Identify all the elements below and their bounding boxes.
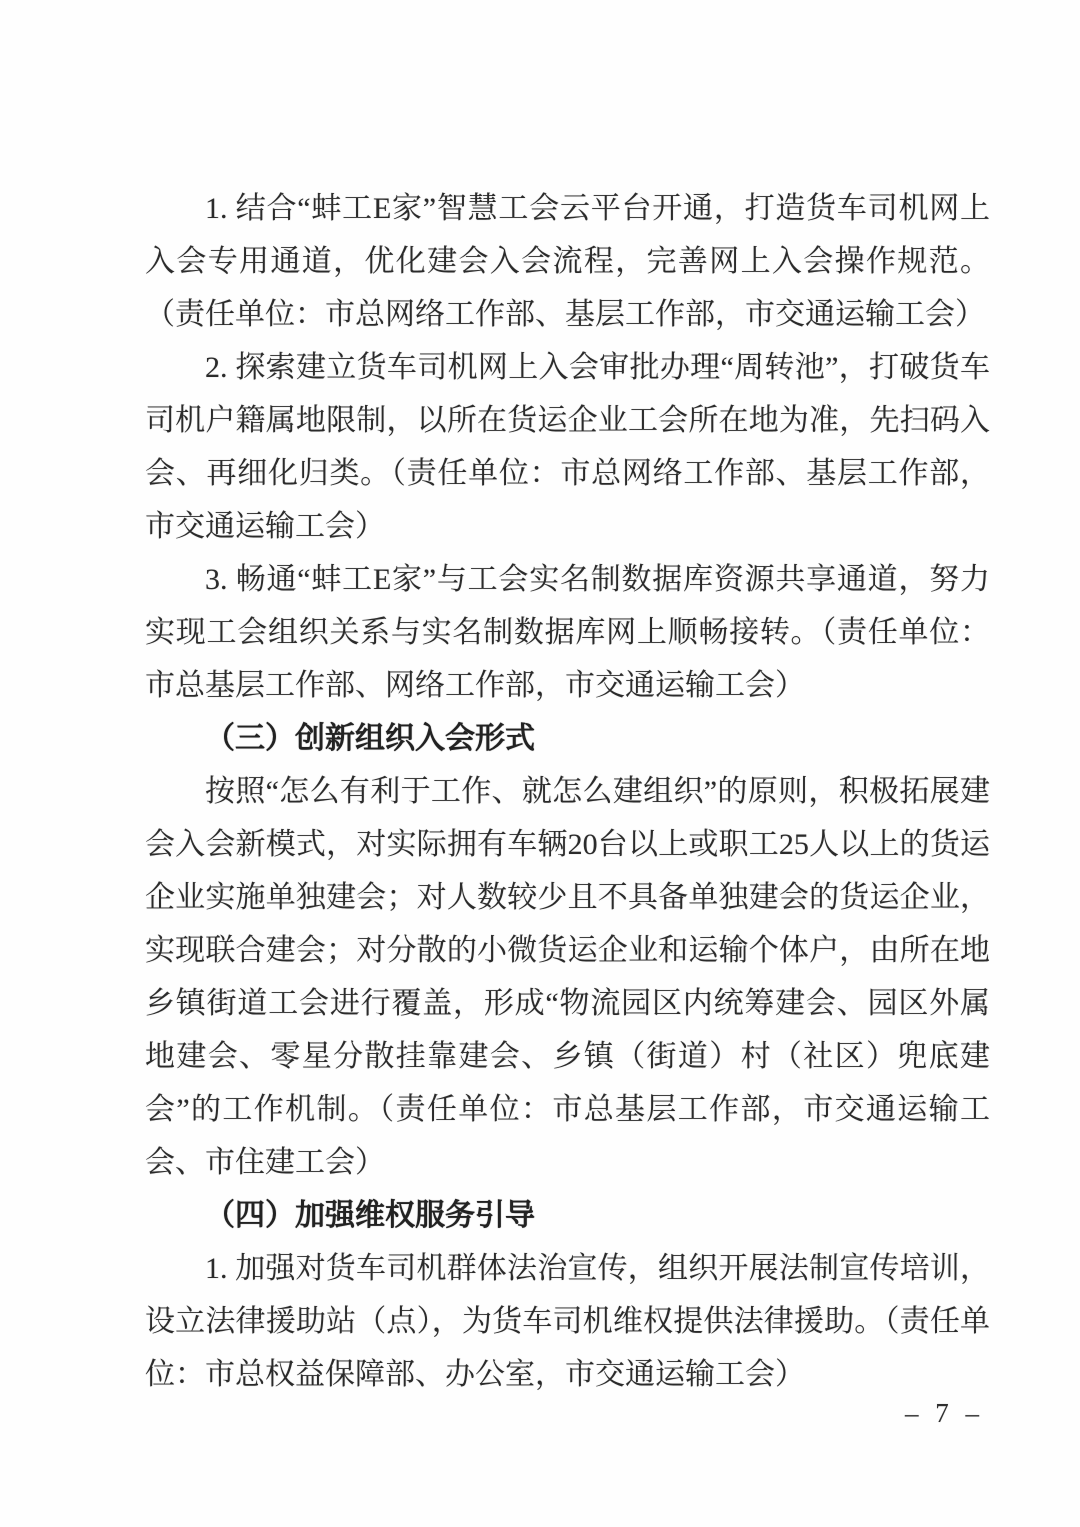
paragraph-legal-aid: 1. 加强对货车司机群体法治宣传，组织开展法制宣传培训，设立法律援助站（点），为货车司机维权提供法律援助。（责任单位：市总权益保障部、办公室，市交通运输工会）	[145, 1252, 990, 1391]
paragraph-database-sharing: 3. 畅通“蚌工E家”与工会实名制数据库资源共享通道，努力实现工会组织关系与实名制数据库网上顺畅接转。（责任单位：市总基层工作部、网络工作部，市交通运输工会）	[145, 563, 990, 702]
page-number: – 7 –	[905, 1398, 984, 1428]
section-heading-four: （四）加强维权服务引导	[205, 1199, 535, 1232]
section-heading-three: （三）创新组织入会形式	[205, 722, 535, 755]
paragraph-union-building-models: 按照“怎么有利于工作、就怎么建组织”的原则，积极拓展建会入会新模式，对实际拥有车辆20台以上或职工25人以上的货运企业实施单独建会；对人数较少且不具备单独建会的货运企业，实现联合建会；对分散的小微货运企业和运输个体户，由所在地乡镇街道工会进行覆盖，形成“物流园区内统筹建会、园区外属地建会、零星分散挂靠建会、乡镇（街道）村（社区）兜底建会”的工作机制。（责任单位：市总基层工作部，市交通运输工会、市住建工会）	[145, 775, 990, 1179]
paragraph-net-join-channel: 1. 结合“蚌工E家”智慧工会云平台开通，打造货车司机网上入会专用通道，优化建会入会流程，完善网上入会操作规范。（责任单位：市总网络工作部、基层工作部，市交通运输工会）	[145, 192, 990, 331]
document-body	[145, 182, 990, 1401]
paragraph-approval-pool: 2. 探索建立货车司机网上入会审批办理“周转池”，打破货车司机户籍属地限制，以所在货运企业工会所在地为准，先扫码入会、再细化归类。（责任单位：市总网络工作部、基层工作部，市交通运输工会）	[145, 351, 990, 543]
